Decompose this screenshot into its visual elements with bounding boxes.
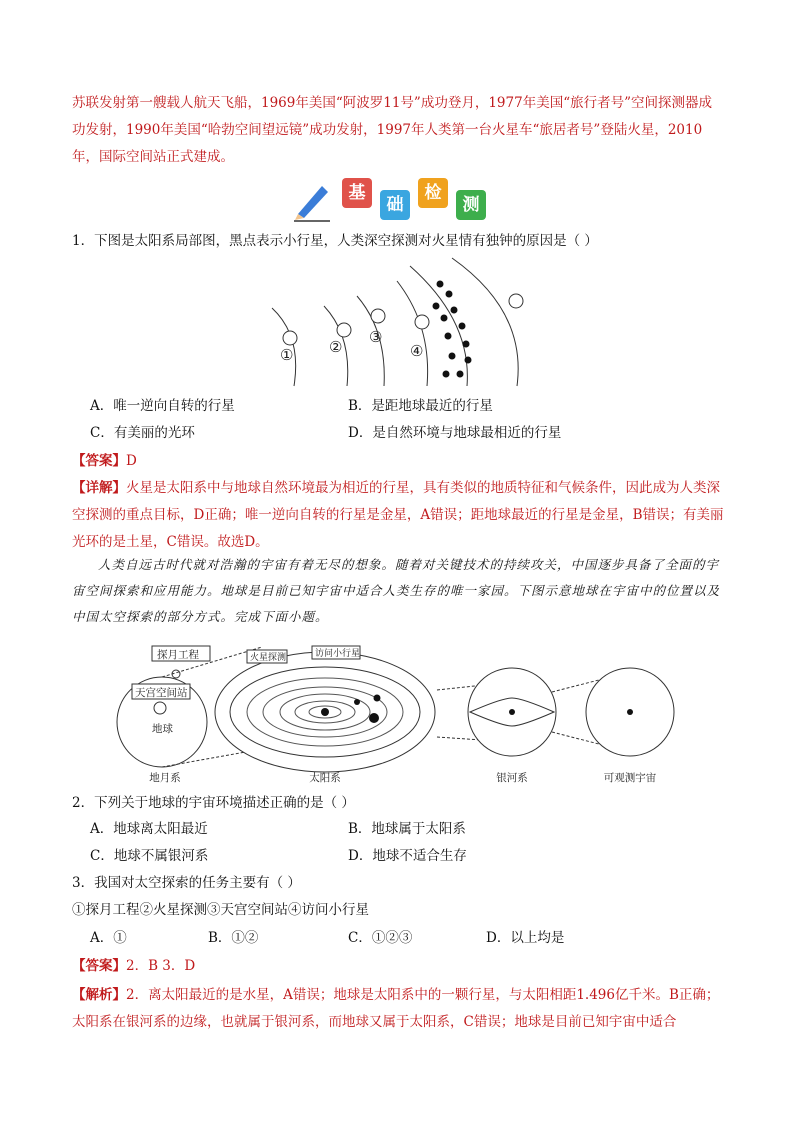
caption-earth-moon: 地月系 (149, 772, 181, 784)
q3-option-b: B．①② (208, 930, 259, 946)
q2-option-b: B．地球属于太阳系 (348, 821, 466, 837)
q3-option-a: A．① (90, 930, 127, 946)
analysis-tag: 【解析】 (72, 987, 126, 1003)
q1-detail-text: 火星是太阳系中与地球自然环境最为相近的行星，具有类似的地质特征和气候条件，因此成为人类深空探测的重点目标，D正确；唯一逆向自转的行星是金星，A错误；距地球最近的行星是金星，B错误；有美丽光环的是土星，C错误。故选D。 (72, 480, 724, 550)
answer-2-3: 2．B 3．D (126, 958, 196, 974)
q3-option-d: D．以上均是 (486, 930, 565, 946)
orbit-label-4: ④ (410, 342, 424, 360)
caption-observable-universe: 可观测宇宙 (603, 772, 657, 784)
q3-stem: 3．我国对太空探索的任务主要有（ ） (72, 875, 301, 891)
label-lunar-project: 探月工程 (157, 649, 199, 661)
q1-answer: D (126, 453, 137, 469)
label-earth: 地球 (152, 723, 173, 735)
orbit-label-2: ② (329, 338, 343, 356)
detail-tag: 【详解】 (72, 480, 126, 496)
q1-option-b: B．是距地球最近的行星 (348, 398, 493, 414)
banner-tile-4: 测 (456, 190, 486, 220)
q1-detail (72, 475, 724, 556)
q2-stem: 2．下列关于地球的宇宙环境描述正确的是（ ） (72, 795, 355, 811)
banner-tile-2: 础 (380, 190, 410, 220)
section-banner (292, 176, 512, 226)
q1-option-a: A．唯一逆向自转的行星 (90, 398, 235, 414)
q2-option-c: C．地球不属银河系 (90, 848, 209, 864)
answer-tag: 【答案】 (72, 453, 126, 469)
banner-tile-1: 基 (342, 178, 372, 208)
label-asteroid-visit: 访问小行星 (315, 649, 361, 659)
pencil-icon (292, 180, 332, 222)
intro-paragraph: 苏联发射第一艘载人航天飞船，1969年美国“阿波罗11号”成功登月，1977年美国“旅行者号”空间探测器成功发射，1990年美国“哈勃空间望远镜”成功发射，1997年人类第一台火星车“旅居者号”登陆火星，2010年，国际空间站正式建成。 (72, 95, 712, 165)
q1-option-c: C．有美丽的光环 (90, 425, 195, 441)
answer-2-3-line (72, 953, 724, 980)
label-tiangong: 天宫空间站 (135, 687, 188, 699)
q2-option-d: D．地球不适合生存 (348, 848, 467, 864)
analysis-paragraph (72, 982, 724, 1036)
q1-answer-line (72, 448, 724, 475)
analysis-text: 2．离太阳最近的是水星，A错误；地球是太阳系中的一颗行星，与太阳相距1.496亿千米。B正确；太阳系在银河系的边缘，也就属于银河系，而地球又属于太阳系，C错误；地球是目前已知宇宙中适合 (72, 987, 720, 1030)
answer-tag-2: 【答案】 (72, 958, 126, 974)
orbit-label-3: ③ (369, 328, 383, 346)
orbit-label-1: ① (280, 346, 294, 364)
reading-passage: 人类自远古时代就对浩瀚的宇宙有着无尽的想象。随着对关键技术的持续攻关，中国逐步具备了全面的宇宙空间探索和应用能力。地球是目前已知宇宙中适合人类生存的唯一家园。下图示意地球在宇宙中的位置以及中国太空探索的部分方式。完成下面小题。 (72, 557, 721, 624)
q2-option-a: A．地球离太阳最近 (90, 821, 208, 837)
caption-solar-system: 太阳系 (309, 772, 341, 784)
earth-in-universe-diagram (112, 642, 712, 782)
label-mars-probe: 火星探测 (250, 653, 287, 663)
asteroid-belt (433, 281, 472, 378)
q1-option-d: D．是自然环境与地球最相近的行星 (348, 425, 562, 441)
solar-system-partial-diagram (262, 256, 562, 391)
caption-milky-way: 银河系 (496, 772, 528, 784)
q3-option-c: C．①②③ (348, 930, 413, 946)
q1-stem: 1．下图是太阳系局部图，黑点表示小行星，人类深空探测对火星情有独钟的原因是（ ） (72, 233, 598, 249)
banner-tile-3: 检 (418, 178, 448, 208)
q3-items: ①探月工程②火星探测③天宫空间站④访问小行星 (72, 902, 369, 918)
